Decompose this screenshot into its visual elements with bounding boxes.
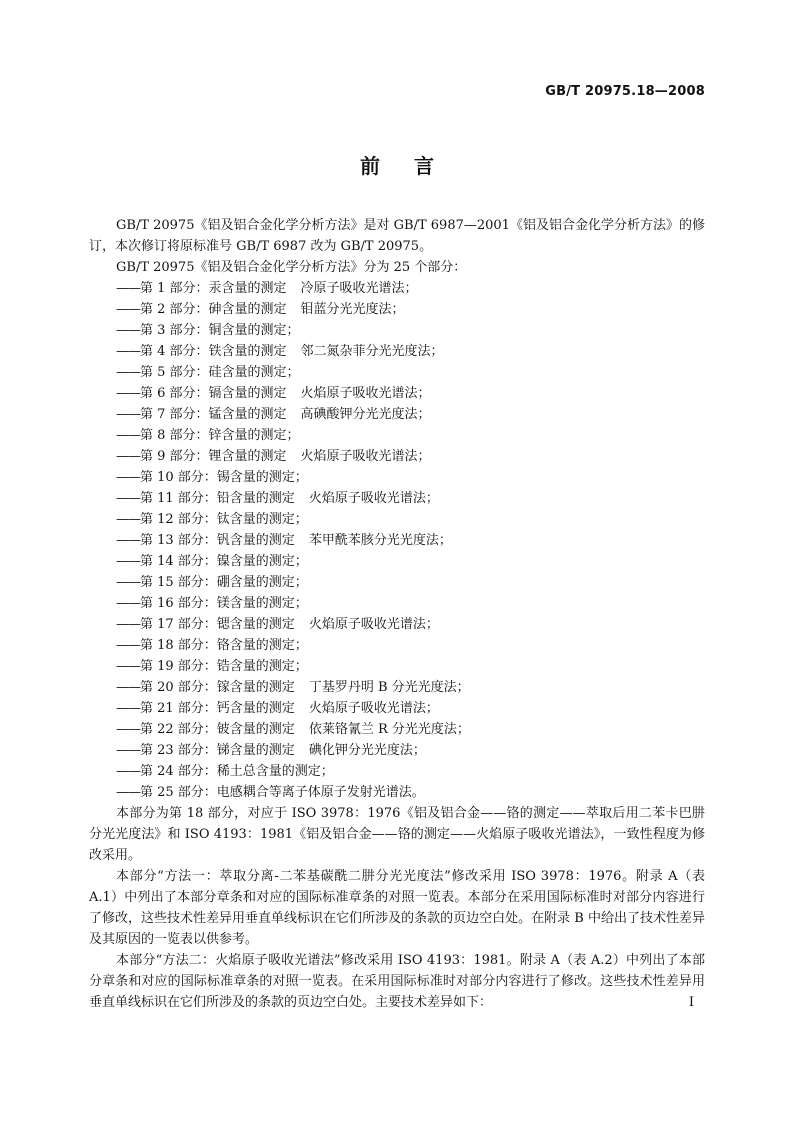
part-label: 第 10 部分：锡含量的测定； <box>140 470 308 485</box>
part-list-item <box>89 635 705 656</box>
part-label: 第 9 部分：锂含量的测定 <box>140 449 287 464</box>
part-list-item <box>89 761 705 782</box>
list-dash: —— <box>116 617 140 632</box>
list-dash: —— <box>116 701 140 716</box>
part-label: 第 23 部分：锑含量的测定 <box>140 743 295 758</box>
part-method: 苯甲酰苯胲分光光度法； <box>308 533 452 548</box>
part-method: 火焰原子吸收光谱法； <box>300 449 431 464</box>
part-label: 第 13 部分：钒含量的测定 <box>140 533 295 548</box>
part-label: 第 7 部分：锰含量的测定 <box>140 407 287 422</box>
part-list-item <box>89 677 705 698</box>
part-method: 碘化钾分光光度法； <box>308 743 426 758</box>
list-dash: —— <box>116 491 140 506</box>
part-label: 第 5 部分：硅含量的测定； <box>140 365 300 380</box>
part-label: 第 2 部分：砷含量的测定 <box>140 302 287 317</box>
part-method: 火焰原子吸收光谱法； <box>300 386 431 401</box>
part-list-item <box>89 467 705 488</box>
part-method: 丁基罗丹明 B 分光光度法； <box>308 680 470 695</box>
part-list-item <box>89 341 705 362</box>
part-label: 第 4 部分：铁含量的测定 <box>140 344 287 359</box>
part-list-item <box>89 299 705 320</box>
part-label: 第 12 部分：钛含量的测定； <box>140 512 308 527</box>
part-method: 高碘酸钾分光光度法； <box>300 407 431 422</box>
part-list-item <box>89 488 705 509</box>
part-list-item <box>89 740 705 761</box>
list-dash: —— <box>116 323 140 338</box>
part-list-item <box>89 446 705 467</box>
part-method: 钼蓝分光光度法； <box>300 302 405 317</box>
part-label: 第 22 部分：铍含量的测定 <box>140 722 295 737</box>
part-label: 第 6 部分：镉含量的测定 <box>140 386 287 401</box>
part-list-item <box>89 320 705 341</box>
part-label: 第 18 部分：铬含量的测定； <box>140 638 308 653</box>
part-method: 火焰原子吸收光谱法； <box>308 491 439 506</box>
intro-paragraph-1: GB/T 20975《铝及铝合金化学分析方法》是对 GB/T 6987—2001《铝及铝合金化学分析方法》的修订，本次修订将原标准号 GB/T 6987 改为 GB/T 20975。 <box>89 218 705 254</box>
list-dash: —— <box>116 365 140 380</box>
part-label: 第 24 部分：稀土总含量的测定； <box>140 764 334 779</box>
part-method: 邻二氮杂菲分光光度法； <box>300 344 444 359</box>
list-dash: —— <box>116 512 140 527</box>
part-label: 第 25 部分：电感耦合等离子体原子发射光谱法。 <box>140 785 425 800</box>
intro-paragraph-2: GB/T 20975《铝及铝合金化学分析方法》分为 25 个部分： <box>116 260 467 275</box>
part-list-item <box>89 278 705 299</box>
part-list-item <box>89 383 705 404</box>
list-dash: —— <box>116 764 140 779</box>
parts-list <box>89 278 705 803</box>
page-number: I <box>688 995 694 1010</box>
part-label: 第 1 部分：汞含量的测定 <box>140 281 287 296</box>
part-list-item <box>89 719 705 740</box>
list-dash: —— <box>116 470 140 485</box>
list-dash: —— <box>116 722 140 737</box>
part-list-item <box>89 698 705 719</box>
part-list-item <box>89 404 705 425</box>
part-list-item <box>89 614 705 635</box>
body-paragraph-3: 本部分“方法二：火焰原子吸收光谱法”修改采用 ISO 4193：1981。附录 A（表 A.2）中列出了本部分章条和对应的国际标准章条的对照一览表。在采用国际标准时对部分内容进行了修改。这些技术性差异用垂直单线标识在它们所涉及的条款的页边空白处。主要技术差异如下： <box>89 953 705 1010</box>
part-list-item <box>89 656 705 677</box>
body-paragraph-1: 本部分为第 18 部分，对应于 ISO 3978：1976《铝及铝合金——铬的测定——萃取后用二苯卡巴肼分光光度法》和 ISO 4193：1981《铝及铝合金——铬的测定——火焰原子吸收光谱法》，一致性程度为修改采用。 <box>89 806 705 863</box>
part-list-item <box>89 593 705 614</box>
list-dash: —— <box>116 638 140 653</box>
part-method: 依莱铬氰兰 R 分光光度法； <box>308 722 470 737</box>
body-paragraph-2: 本部分“方法一：萃取分离-二苯基碳酰二肼分光光度法”修改采用 ISO 3978：1976。附录 A（表 A.1）中列出了本部分章条和对应的国际标准章条的对照一览表。本部分在采用国际标准时对部分内容进行了修改，这些技术性差异用垂直单线标识在它们所涉及的条款的页边空白处。在附录 B 中给出了技术性差异及其原因的一览表以供参考。 <box>89 869 705 947</box>
list-dash: —— <box>116 449 140 464</box>
part-label: 第 3 部分：铜含量的测定； <box>140 323 300 338</box>
part-label: 第 19 部分：锆含量的测定； <box>140 659 308 674</box>
part-label: 第 15 部分：硼含量的测定； <box>140 575 308 590</box>
list-dash: —— <box>116 680 140 695</box>
part-label: 第 21 部分：钙含量的测定 <box>140 701 295 716</box>
part-list-item <box>89 362 705 383</box>
list-dash: —— <box>116 659 140 674</box>
part-label: 第 11 部分：铅含量的测定 <box>140 491 295 506</box>
part-list-item <box>89 425 705 446</box>
list-dash: —— <box>116 302 140 317</box>
part-list-item <box>89 530 705 551</box>
part-list-item <box>89 551 705 572</box>
part-label: 第 14 部分：镍含量的测定； <box>140 554 308 569</box>
part-method: 冷原子吸收光谱法； <box>300 281 418 296</box>
list-dash: —— <box>116 407 140 422</box>
list-dash: —— <box>116 386 140 401</box>
part-label: 第 16 部分：镁含量的测定； <box>140 596 308 611</box>
part-label: 第 20 部分：镓含量的测定 <box>140 680 295 695</box>
list-dash: —— <box>116 596 140 611</box>
part-method: 火焰原子吸收光谱法； <box>308 701 439 716</box>
standard-code: GB/T 20975.18—2008 <box>545 84 705 99</box>
document-body <box>89 215 705 1013</box>
part-list-item <box>89 782 705 803</box>
part-list-item <box>89 509 705 530</box>
part-label: 第 17 部分：锶含量的测定 <box>140 617 295 632</box>
list-dash: —— <box>116 575 140 590</box>
list-dash: —— <box>116 785 140 800</box>
page-title: 前言 <box>360 154 468 178</box>
list-dash: —— <box>116 743 140 758</box>
list-dash: —— <box>116 281 140 296</box>
list-dash: —— <box>116 554 140 569</box>
part-list-item <box>89 572 705 593</box>
list-dash: —— <box>116 428 140 443</box>
list-dash: —— <box>116 344 140 359</box>
list-dash: —— <box>116 533 140 548</box>
part-label: 第 8 部分：锌含量的测定； <box>140 428 300 443</box>
part-method: 火焰原子吸收光谱法； <box>308 617 439 632</box>
